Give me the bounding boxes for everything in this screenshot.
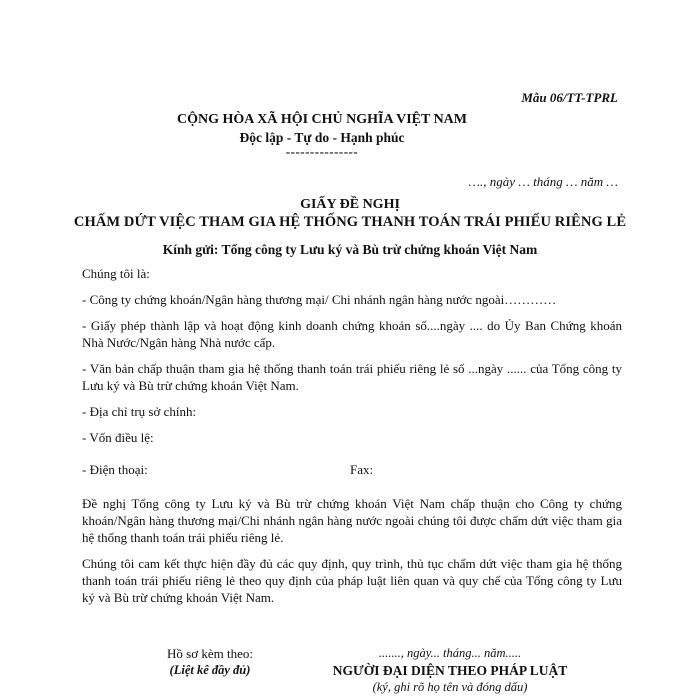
address-field: - Địa chỉ trụ sở chính: xyxy=(82,404,197,419)
phone-field: - Điện thoại: xyxy=(82,462,148,477)
attachments-block xyxy=(150,645,270,679)
license-field: - Giấy phép thành lập và hoạt động kinh doanh chứng khoán số....ngày .... do Ủy Ban Chứng khoán Nhà Nước/Ngân hàng Nhà nước cấp. xyxy=(82,318,622,350)
request-paragraph: Đề nghị Tổng công ty Lưu ký và Bù trừ chứng khoán Việt Nam chấp thuận cho Công ty chứng khoán/Ngân hàng thương mại/Chi nhánh ngân hàng nước ngoài chúng tôi được chấm dứt việc tham gia hệ thống thanh toán trái phiếu riêng lẻ. xyxy=(82,496,622,545)
fax-field: Fax: xyxy=(350,462,374,477)
capital-field: - Vốn điều lệ: xyxy=(82,430,154,445)
company-field: - Công ty chứng khoán/Ngân hàng thương mại/ Chi nhánh ngân hàng nước ngoài………… xyxy=(82,292,557,307)
attachments-note: (Liệt kê đầy đủ) xyxy=(169,663,251,677)
commitment-paragraph: Chúng tôi cam kết thực hiện đầy đủ các quy định, quy trình, thủ tục chấm dứt việc tham gia hệ thống thanh toán trái phiếu riêng lẻ theo quy định của pháp luật liên quan và quy chế của Tổng công ty Lưu ký và Bù trừ chứng khoán Việt Nam. xyxy=(82,556,622,605)
signature-block xyxy=(320,645,580,696)
national-title: CỘNG HÒA XÃ HỘI CHỦ NGHĨA VIỆT NAM xyxy=(176,112,467,127)
intro-text: Chúng tôi là: xyxy=(82,266,150,281)
form-number: Mẫu 06/TT-TPRL xyxy=(521,90,618,105)
national-motto: Độc lập - Tự do - Hạnh phúc xyxy=(239,130,405,145)
signature-note: (ký, ghi rõ họ tên và đóng dấu) xyxy=(372,680,528,694)
header-date-line: …., ngày … tháng … năm … xyxy=(468,174,618,189)
document-title: GIẤY ĐỀ NGHỊ xyxy=(300,197,400,212)
approval-field: - Văn bản chấp thuận tham gia hệ thống thanh toán trái phiếu riêng lẻ số ...ngày ...... của Tổng công ty Lưu ký và Bù trừ chứng khoán Việt Nam. xyxy=(82,361,622,393)
document-subtitle: CHẤM DỨT VIỆC THAM GIA HỆ THỐNG THANH TOÁN TRÁI PHIẾU RIÊNG LẺ xyxy=(73,214,627,230)
header-separator: --------------- xyxy=(285,144,359,159)
signature-date-line: ......., ngày... tháng... năm..... xyxy=(378,646,522,660)
recipient-line: Kính gửi: Tổng công ty Lưu ký và Bù trừ chứng khoán Việt Nam xyxy=(162,242,538,257)
attachments-label: Hồ sơ kèm theo: xyxy=(167,646,253,661)
representative-title: NGƯỜI ĐẠI DIỆN THEO PHÁP LUẬT xyxy=(332,663,568,678)
